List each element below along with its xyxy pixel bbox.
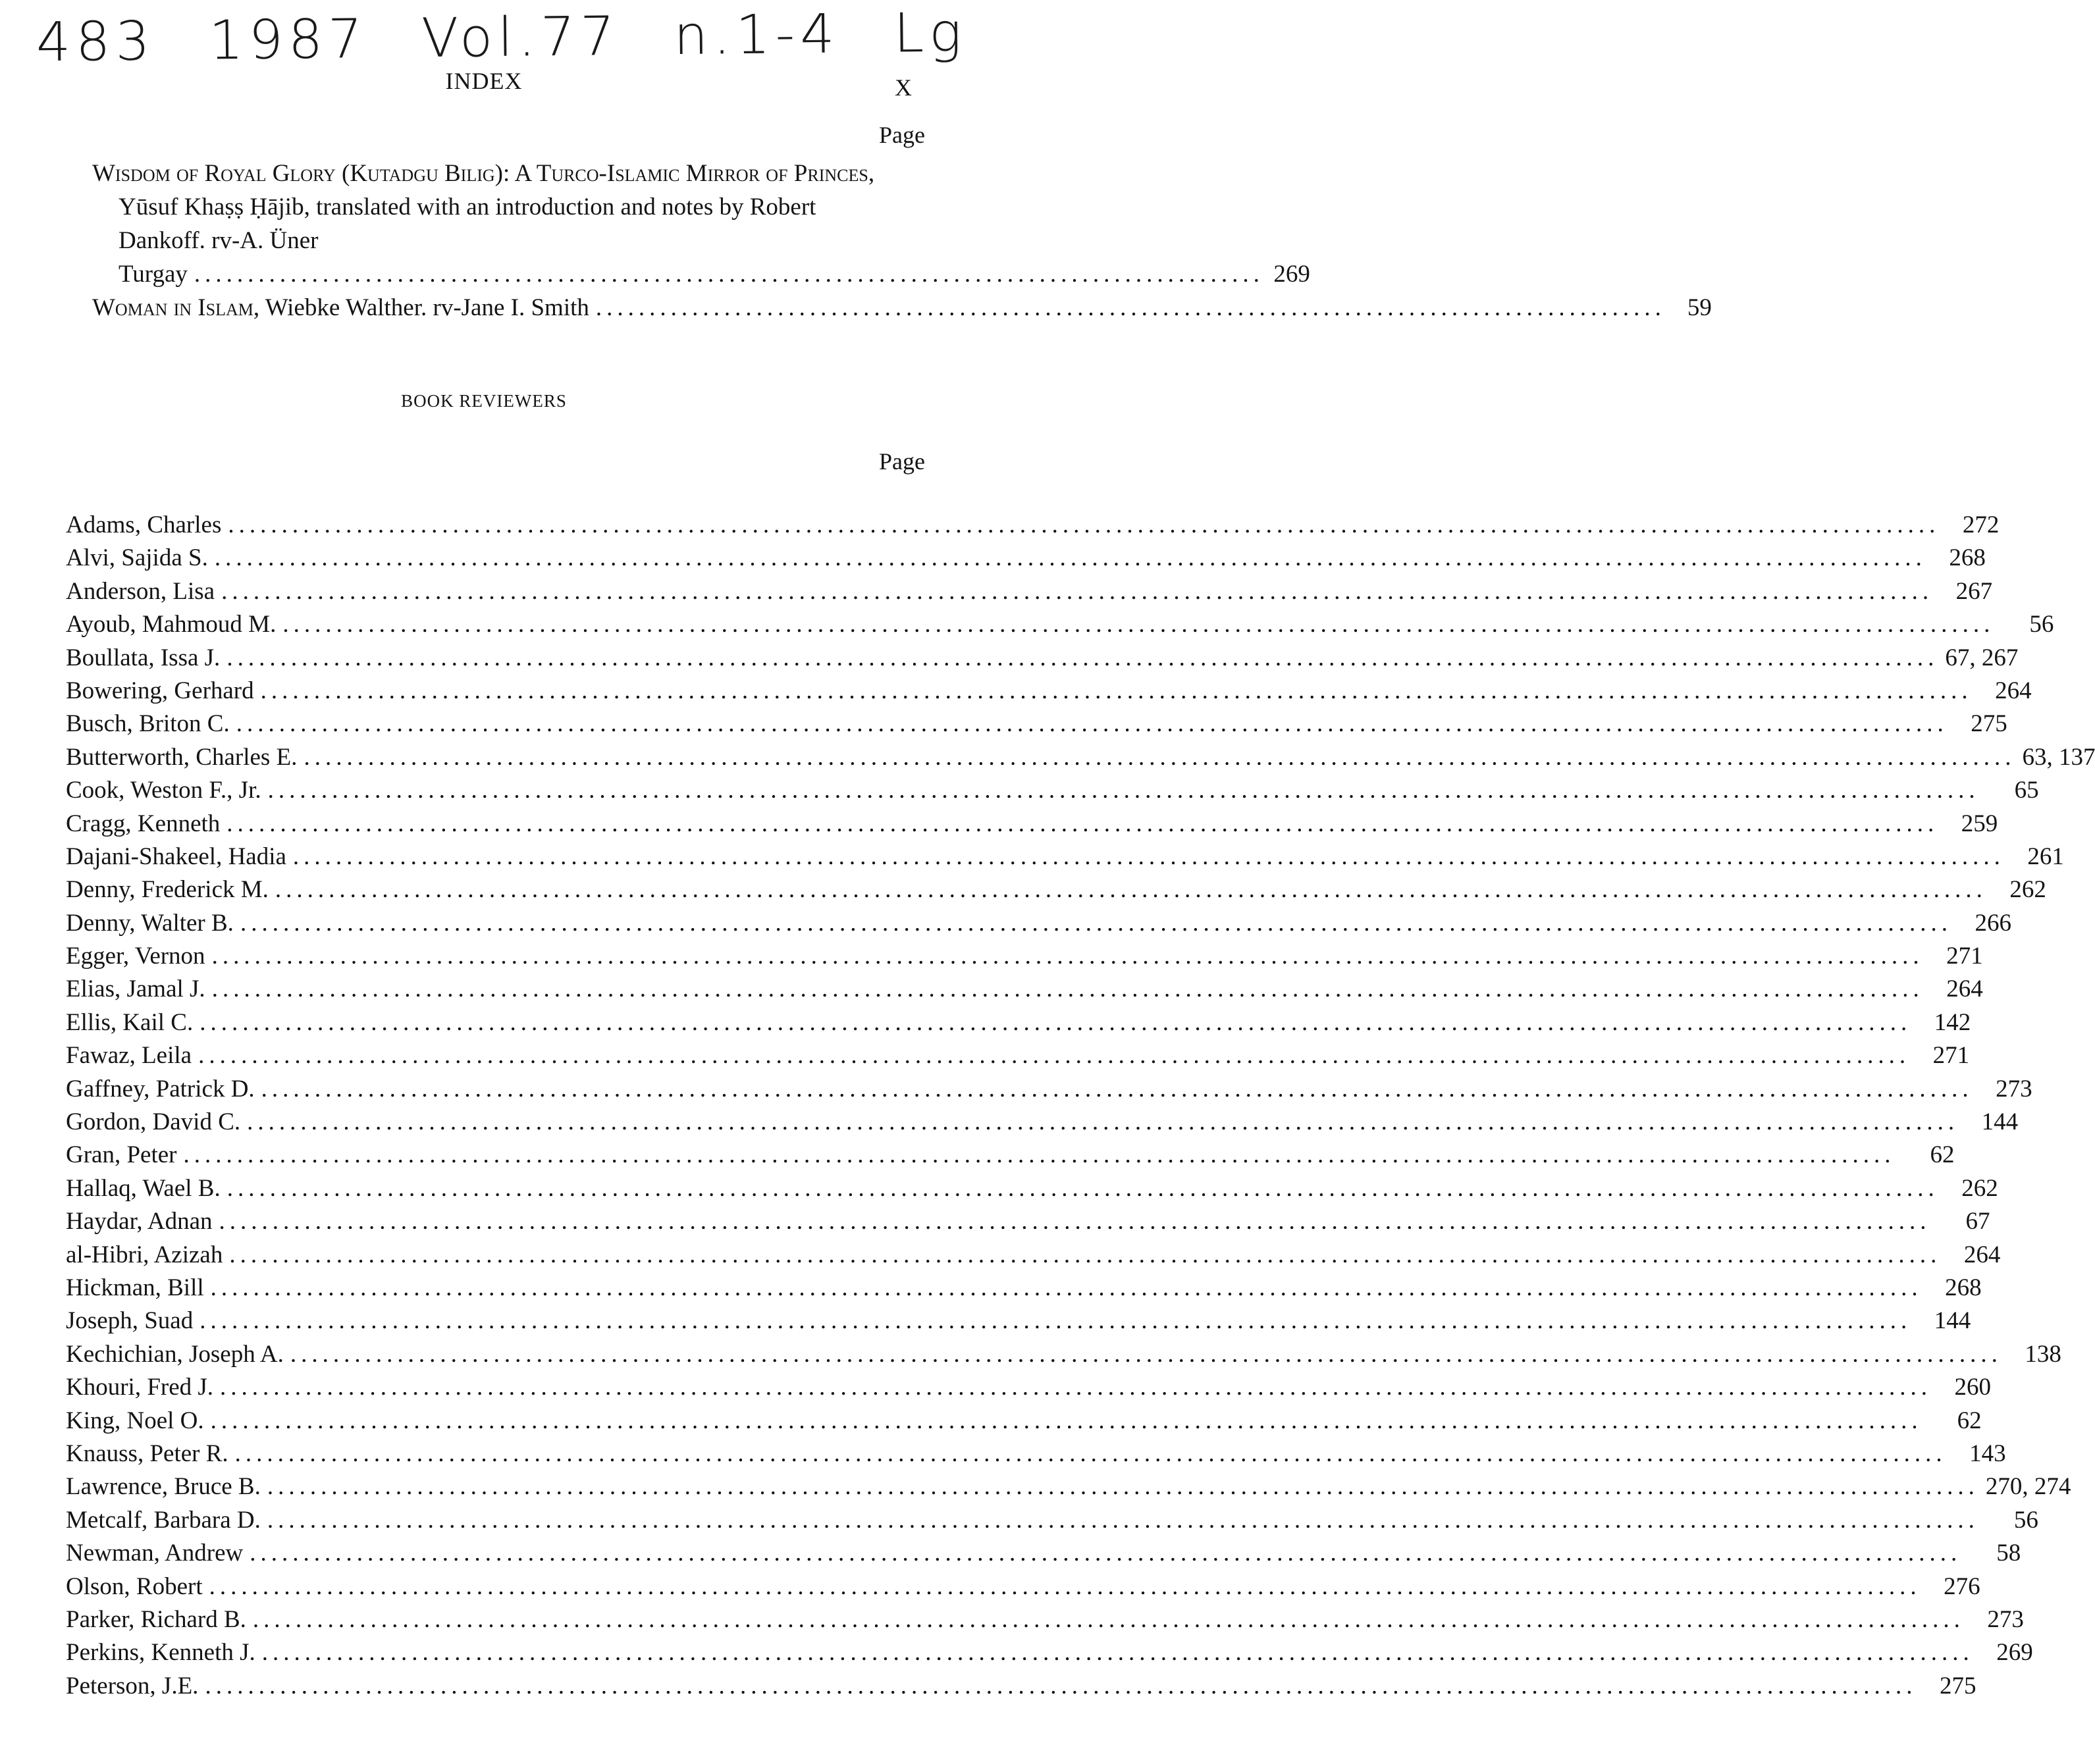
dot-leader: ................................................................................................................................................................ [247,1108,1959,1136]
dot-leader: ................................................................................................................................................................ [226,810,1939,837]
reviewer-name: Gran, Peter [66,1141,177,1169]
reviewer-pages: 262 [1961,1174,1998,1202]
dot-leader: ................................................................................................................................................................ [229,1241,1942,1268]
dot-leader: ................................................................................................................................................................ [199,1307,1912,1335]
dot-leader: .................................................................................................... [194,261,1264,288]
reviewer-pages: 67 [1965,1208,1990,1235]
reviewer-name: Cragg, Kenneth [66,810,221,837]
reviewer-pages: 267 [1955,577,1993,605]
reviewer-name: Kechichian, Joseph A. [66,1340,284,1368]
book-index-list [92,157,1712,324]
reviewer-row [66,942,1983,975]
reviewer-row [66,677,2032,710]
reviewer-pages: 275 [1939,1672,1976,1699]
reviewer-row [66,1008,1971,1041]
reviewer-name: Lawrence, Bruce B. [66,1473,261,1501]
dot-leader: ................................................................................................................................................................ [261,1075,1973,1102]
reviewer-row [66,1108,2019,1141]
reviewer-pages: 273 [1987,1605,2024,1633]
dot-leader: ................................................................................................................................................................ [226,1174,1939,1202]
reviewer-name: Hallaq, Wael B. [66,1174,221,1202]
reviewer-pages: 266 [1975,909,2011,937]
reviewer-row [66,909,2011,942]
dot-leader: ................................................................................................................................................................ [261,1639,1974,1667]
reviewer-row [66,1539,2021,1572]
reviewer-row [66,1472,2071,1505]
handwritten-call-number: 483 1987 Vol.77 n.1-4 Lg [36,1,967,74]
reviewer-row [66,1440,2006,1472]
reviewer-row [66,1307,1971,1339]
reviewer-row [66,1141,1955,1174]
reviewer-row [66,1207,1990,1240]
dot-leader: ................................................................................................................................................................ [234,1440,1947,1467]
reviewer-pages: 58 [1996,1540,2021,1567]
reviewer-row [66,1373,1992,1406]
dot-leader: ................................................................................................................................................................ [209,1572,1921,1600]
reviewer-name: Ellis, Kail C. [66,1008,194,1036]
dot-leader: ................................................................................................................................................................ [198,1042,1911,1070]
reviewer-name: Gaffney, Patrick D. [66,1075,255,1102]
reviewer-pages: 142 [1934,1008,1971,1036]
reviewer-name: Denny, Frederick M. [66,876,269,904]
reviewer-row [66,843,2064,875]
section-heading: BOOK REVIEWERS [401,391,567,411]
reviewer-name: Parker, Richard B. [66,1605,246,1633]
reviewer-pages: 65 [2014,777,2039,804]
dot-leader: ................................................................................................................................................................ [252,1605,1965,1633]
reviewer-pages: 260 [1954,1374,1992,1401]
reviewer-pages: 270, 274 [1985,1473,2071,1501]
dot-leader: ................................................................................................................................................................ [267,1473,1979,1501]
reviewer-name: Ayoub, Mahmoud M. [66,611,277,638]
reviewer-name: Dajani-Shakeel, Hadia [66,843,286,870]
reviewer-pages: 56 [2029,611,2054,638]
reviewer-name: Hickman, Bill [66,1274,204,1301]
dot-leader: ................................................................................................................................................................ [282,611,1995,638]
reviewer-pages: 62 [1957,1407,1982,1434]
book-last-line: Turgay [119,261,188,288]
reviewer-row [66,776,2039,809]
reviewer-row [66,1638,2033,1671]
dot-leader: ................................................................................................................................................................ [220,1374,1932,1401]
reviewer-pages: 259 [1961,810,1998,837]
reviewer-row [66,975,1983,1008]
book-title: Wisdom of Royal Glory (Kutadgu Bilig): A Turco-Islamic Mirror of Princes, [92,160,875,187]
dot-leader: ................................................................................................................................................................ [236,710,1948,738]
book-details: Yūsuf Khaṣṣ Ḥājib, translated with an introduction and notes by Robert Dankoff. rv-A. Üner [119,194,816,254]
dot-leader: ................................................................................................................................................................ [228,511,1940,538]
reviewer-name: Egger, Vernon [66,943,205,970]
reviewer-pages: 272 [1962,511,2000,538]
reviewer-pages: 268 [1945,1274,1982,1301]
reviewer-name: Khouri, Fred J. [66,1374,214,1401]
dot-leader: ................................................................................................................................................................ [292,843,2005,870]
reviewer-pages: 269 [1996,1639,2033,1667]
book-entry [92,291,1712,324]
reviewer-name: Olson, Robert [66,1572,203,1600]
reviewer-name: Haydar, Adnan [66,1208,213,1235]
dot-leader: ................................................................................................................................................................ [275,876,1987,904]
dot-leader: ................................................................................................................................................................ [211,975,1924,1003]
reviewer-pages: 56 [2013,1506,2038,1534]
book-title: Woman in Islam, [92,294,260,321]
dot-leader: .................................................................................................... [595,294,1666,321]
book-leader-line [92,257,1310,291]
reviewer-pages: 262 [2009,876,2046,904]
book-leader-line [92,291,1712,324]
reviewer-name: Cook, Weston F., Jr. [66,777,261,804]
dot-leader: ................................................................................................................................................................ [290,1340,2002,1368]
reviewer-pages: 144 [1934,1307,1971,1335]
page-column-label-books: Page [879,122,925,148]
reviewer-row [66,1041,1970,1074]
reviewer-name: Alvi, Sajida S. [66,544,208,572]
reviewer-row [66,1274,1982,1307]
reviewer-name: Anderson, Lisa [66,577,215,605]
reviewer-name: Boullata, Issa J. [66,644,221,671]
reviewer-row [66,1340,2061,1373]
dot-leader: ................................................................................................................................................................ [304,743,2016,771]
page-column-label-reviewers: Page [879,448,925,475]
reviewer-name: Peterson, J.E. [66,1672,199,1699]
reviewer-pages: 144 [1981,1108,2019,1136]
reviewer-pages: 271 [1932,1042,1970,1070]
reviewer-row [66,875,2046,908]
reviewer-pages: 273 [1996,1075,2032,1102]
dot-leader: ................................................................................................................................................................ [199,1008,1912,1036]
reviewer-row [66,511,2000,544]
reviewer-name: Elias, Jamal J. [66,975,205,1003]
dot-leader: ................................................................................................................................................................ [240,909,1952,937]
reviewer-pages: 275 [1971,710,2007,738]
reviewer-name: Butterworth, Charles E. [66,743,298,771]
reviewer-row [66,644,2019,677]
reviewer-name: al-Hibri, Azizah [66,1241,223,1268]
reviewer-pages: 264 [1963,1241,2001,1268]
reviewer-list [66,511,2095,1705]
reviewer-pages: 264 [1946,975,1983,1003]
reviewer-name: Denny, Walter B. [66,909,234,937]
reviewer-name: Newman, Andrew [66,1540,244,1567]
reviewer-pages: 268 [1949,544,1986,572]
dot-leader: ................................................................................................................................................................ [221,577,1934,605]
reviewer-row [66,1174,1998,1207]
reviewer-pages: 271 [1946,943,1983,970]
dot-leader: ................................................................................................................................................................ [210,1407,1923,1434]
reviewer-row [66,710,2007,742]
dot-leader: ................................................................................................................................................................ [267,777,1980,804]
reviewer-name: Fawaz, Leila [66,1042,192,1070]
reviewer-name: King, Noel O. [66,1407,204,1434]
reviewer-row [66,1241,2001,1274]
book-details: Wiebke Walther. rv-Jane I. Smith [265,294,589,321]
reviewer-pages: 276 [1944,1572,1980,1600]
dot-leader: ................................................................................................................................................................ [183,1141,1896,1169]
reviewer-name: Bowering, Gerhard [66,677,254,704]
dot-leader: ................................................................................................................................................................ [260,677,1973,704]
reviewer-row [66,1407,1982,1440]
dot-leader: ................................................................................................................................................................ [214,544,1926,572]
reviewer-row [66,1605,2024,1638]
book-page: 59 [1687,294,1712,321]
reviewer-pages: 138 [2025,1340,2061,1368]
book-page: 269 [1273,261,1310,288]
reviewer-name: Adams, Charles [66,511,222,538]
reviewer-row [66,577,1993,610]
reviewer-name: Perkins, Kenneth J. [66,1639,255,1667]
reviewer-name: Busch, Briton C. [66,710,230,738]
dot-leader: ................................................................................................................................................................ [205,1672,1917,1699]
reviewer-name: Metcalf, Barbara D. [66,1506,261,1534]
running-head: INDEX [445,68,523,94]
reviewer-row [66,544,1986,577]
folio: X [895,74,912,101]
dot-leader: ................................................................................................................................................................ [250,1540,1962,1567]
dot-leader: ................................................................................................................................................................ [219,1208,1931,1235]
reviewer-pages: 261 [2027,843,2064,870]
reviewer-pages: 63, 137 [2022,743,2095,771]
reviewer-row [66,743,2095,776]
reviewer-pages: 62 [1930,1141,1955,1169]
reviewer-row [66,1672,1976,1705]
dot-leader: ................................................................................................................................................................ [210,1274,1923,1301]
reviewer-row [66,610,2054,643]
dot-leader: ................................................................................................................................................................ [226,644,1939,671]
reviewer-row [66,1506,2038,1539]
reviewer-name: Knauss, Peter R. [66,1440,228,1467]
reviewer-name: Joseph, Suad [66,1307,194,1335]
reviewer-pages: 143 [1969,1440,2006,1467]
reviewer-pages: 67, 267 [1945,644,2019,671]
dot-leader: ................................................................................................................................................................ [211,943,1924,970]
dot-leader: ................................................................................................................................................................ [267,1506,1979,1534]
reviewer-name: Gordon, David C. [66,1108,241,1136]
reviewer-pages: 264 [1995,677,2032,704]
book-entry [92,157,1310,291]
reviewer-row [66,1075,2032,1108]
reviewer-row [66,810,1998,843]
reviewer-row [66,1572,1980,1605]
